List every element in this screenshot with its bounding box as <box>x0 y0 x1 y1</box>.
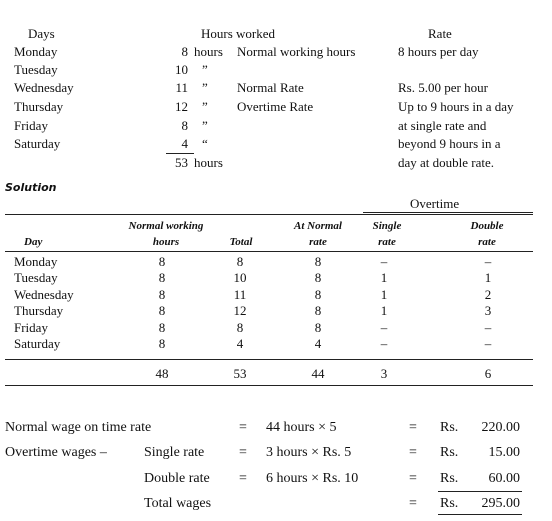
header-bottom-rule <box>5 251 533 252</box>
normal-wage-amount: 220.00 <box>481 420 520 435</box>
rs-label: Rs. <box>440 471 459 486</box>
overtime-header: Overtime <box>410 196 460 211</box>
table-row-day: Monday <box>14 254 58 269</box>
total-wages-amount: 295.00 <box>481 496 520 511</box>
table-cell: 1 <box>380 303 388 318</box>
table-cell: – <box>380 336 388 351</box>
col-header-normal: hours <box>152 236 180 248</box>
equals-sign: = <box>239 445 247 460</box>
equals-sign: = <box>239 420 247 435</box>
rs-label: Rs. <box>440 420 459 435</box>
note-value: day at double rate. <box>398 155 495 170</box>
table-cell: 8 <box>158 336 166 351</box>
equals-sign: = <box>239 471 247 486</box>
problem-unit: ” <box>202 62 208 77</box>
equals-sign: = <box>409 445 417 460</box>
problem-hours: 11 <box>175 80 188 95</box>
overtime-wages-label: Overtime wages – <box>5 445 107 460</box>
col-header-double: Double <box>470 220 504 232</box>
problem-hours: 12 <box>175 99 188 114</box>
problem-day: Tuesday <box>14 62 58 77</box>
totals-top-rule <box>5 359 533 360</box>
note-value: Rs. 5.00 per hour <box>398 80 488 95</box>
problem-unit: hours <box>194 44 223 59</box>
col-header-at-normal: At Normal <box>294 220 342 232</box>
table-cell: 8 <box>314 287 322 302</box>
table-cell: 8 <box>158 287 166 302</box>
note-value: beyond 9 hours in a <box>398 136 501 151</box>
note-value: Up to 9 hours in a day <box>398 99 514 114</box>
problem-hours: 10 <box>175 62 188 77</box>
double-rate-calc: 6 hours × Rs. 10 <box>266 471 359 486</box>
hours-sum-rule <box>166 153 194 154</box>
table-row-day: Saturday <box>14 336 61 351</box>
solution-title: Solution <box>5 181 57 194</box>
table-cell: 8 <box>236 254 244 269</box>
note-value: at single rate and <box>398 118 487 133</box>
table-cell: 1 <box>380 270 388 285</box>
table-cell: 4 <box>314 336 322 351</box>
equals-sign: = <box>409 420 417 435</box>
table-cell: 1 <box>380 287 388 302</box>
table-cell: 4 <box>236 336 244 351</box>
table-cell: 8 <box>236 320 244 335</box>
problem-day: Monday <box>14 44 58 59</box>
table-top-rule <box>5 214 533 215</box>
problem-hours: 4 <box>181 136 188 151</box>
table-cell: 8 <box>314 254 322 269</box>
rs-label: Rs. <box>440 496 459 511</box>
rs-label: Rs. <box>440 445 459 460</box>
table-row-day: Tuesday <box>14 270 58 285</box>
note-label: Normal Rate <box>237 80 304 95</box>
days-header: Days <box>28 26 55 41</box>
equals-sign: = <box>409 496 417 511</box>
table-cell: – <box>484 254 492 269</box>
note-label: Overtime Rate <box>237 99 314 114</box>
total-wages-label: Total wages <box>144 496 212 511</box>
total-cell: 53 <box>233 366 247 381</box>
double-rate-amount: 60.00 <box>488 471 520 486</box>
table-cell: 8 <box>314 270 322 285</box>
table-row-day: Friday <box>14 320 48 335</box>
single-rate-label: Single rate <box>144 445 205 460</box>
col-header-normal: Normal working <box>128 220 204 232</box>
note-value: 8 hours per day <box>398 44 479 59</box>
normal-wage-label: Normal wage on time rate <box>5 420 152 435</box>
table-cell: 8 <box>158 254 166 269</box>
table-row-day: Thursday <box>14 303 64 318</box>
table-cell: 1 <box>484 270 492 285</box>
total-cell: 48 <box>155 366 169 381</box>
col-header-day: Day <box>24 236 43 248</box>
table-cell: 8 <box>314 320 322 335</box>
col-header-single: rate <box>378 236 396 248</box>
problem-total-hours: 53 <box>175 155 188 170</box>
problem-hours: 8 <box>181 118 188 133</box>
sum-rule <box>438 491 522 492</box>
overtime-rule <box>363 212 533 213</box>
col-header-single: Single <box>372 220 402 232</box>
problem-unit: “ <box>202 136 208 151</box>
table-cell: 8 <box>158 303 166 318</box>
table-cell: 11 <box>233 287 247 302</box>
total-cell: 44 <box>311 366 325 381</box>
equals-sign: = <box>409 471 417 486</box>
col-header-total: Total <box>229 236 253 248</box>
total-cell: 6 <box>484 366 492 381</box>
table-cell: 10 <box>233 270 247 285</box>
total-cell: 3 <box>380 366 388 381</box>
table-cell: – <box>484 320 492 335</box>
total-rule <box>438 514 522 515</box>
problem-day: Thursday <box>14 99 64 114</box>
normal-wage-calc: 44 hours × 5 <box>266 420 337 435</box>
problem-hours: 8 <box>181 44 188 59</box>
col-header-at-normal: rate <box>309 236 327 248</box>
table-cell: – <box>484 336 492 351</box>
table-cell: 2 <box>484 287 492 302</box>
note-label: Normal working hours <box>237 44 356 59</box>
table-cell: 8 <box>158 270 166 285</box>
hours-worked-header: Hours worked <box>201 26 276 41</box>
table-cell: 12 <box>233 303 247 318</box>
table-cell: 8 <box>314 303 322 318</box>
problem-unit: ” <box>202 80 208 95</box>
single-rate-amount: 15.00 <box>488 445 520 460</box>
rate-header: Rate <box>428 26 452 41</box>
col-header-double: rate <box>478 236 496 248</box>
double-rate-label: Double rate <box>144 471 210 486</box>
problem-total-unit: hours <box>194 155 223 170</box>
table-cell: 3 <box>484 303 492 318</box>
table-cell: 8 <box>158 320 166 335</box>
single-rate-calc: 3 hours × Rs. 5 <box>266 445 352 460</box>
problem-unit: ” <box>202 99 208 114</box>
table-cell: – <box>380 254 388 269</box>
problem-day: Friday <box>14 118 48 133</box>
totals-bottom-rule <box>5 385 533 386</box>
problem-day: Wednesday <box>14 80 74 95</box>
problem-unit: ” <box>202 118 208 133</box>
problem-day: Saturday <box>14 136 61 151</box>
table-row-day: Wednesday <box>14 287 74 302</box>
table-cell: – <box>380 320 388 335</box>
